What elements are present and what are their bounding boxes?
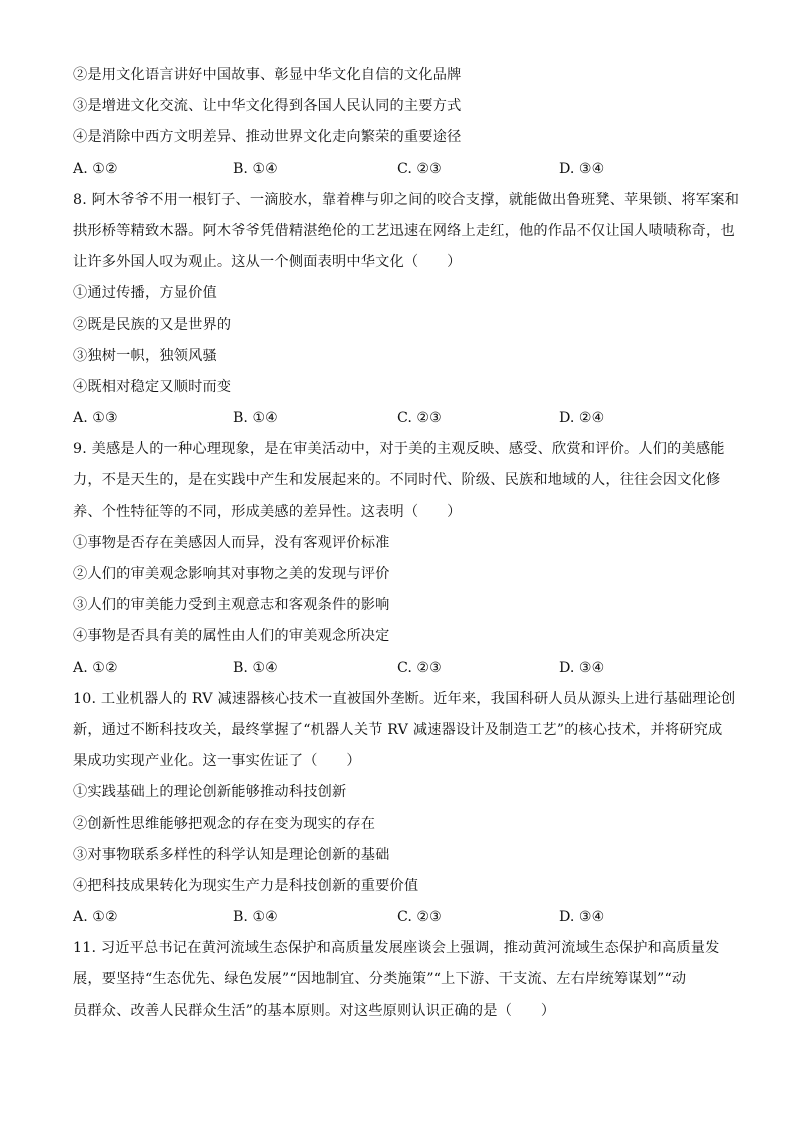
q10-stem-line-1: 10. 工业机器人的 RV 减速器核心技术一直被国外垄断。近年来，我国科研人员从源头上进行基础理论创 — [73, 690, 736, 707]
q10-item-4: ④把科技成果转化为现实生产力是科技创新的重要价值 — [73, 877, 419, 894]
q7-options — [73, 154, 723, 185]
q7-option-a: A. ①② — [73, 160, 118, 177]
q8-option-c: C. ②③ — [397, 410, 442, 427]
q9-options — [73, 653, 723, 684]
q7-option-c: C. ②③ — [397, 160, 442, 177]
question-7-tail — [73, 60, 723, 185]
q8-stem-line-2: 拱形桥等精致木器。阿木爷爷凭借精湛绝伦的工艺迅速在网络上走红，他的作品不仅让国人啧啧称奇，也 — [73, 222, 735, 239]
q10-options — [73, 902, 723, 933]
question-9 — [73, 434, 723, 684]
q10-stem-line-3: 果成功实现产业化。这一事实佐证了（ ） — [73, 753, 361, 770]
q8-item-3: ③独树一帜，独领风骚 — [73, 347, 217, 364]
q7-item-4: ④是消除中西方文明差异、推动世界文化走向繁荣的重要途径 — [73, 129, 462, 146]
q9-option-a: A. ①② — [73, 659, 118, 676]
q8-stem-line-1: 8. 阿木爷爷不用一根钉子、一滴胶水，靠着榫与卯之间的咬合支撑，就能做出鲁班凳、苹果锁、将军案和 — [73, 191, 740, 208]
q8-option-b: B. ①④ — [233, 410, 278, 427]
q10-item-3: ③对事物联系多样性的科学认知是理论创新的基础 — [73, 846, 390, 863]
q9-stem-line-3: 养、个性特征等的不同，形成美感的差异性。这表明（ ） — [73, 503, 462, 520]
q10-option-c: C. ②③ — [397, 909, 442, 926]
q11-stem-line-1: 11. 习近平总书记在黄河流域生态保护和高质量发展座谈会上强调，推动黄河流域生态保护和高质量发 — [73, 940, 720, 957]
q11-stem-line-3: 员群众、改善人民群众生活”的基本原则。对这些原则认识正确的是（ ） — [73, 1002, 556, 1019]
q9-option-d: D. ③④ — [559, 659, 605, 676]
q9-item-2: ②人们的审美观念影响其对事物之美的发现与评价 — [73, 566, 390, 582]
q8-option-a: A. ①③ — [73, 410, 118, 427]
q9-option-c: C. ②③ — [397, 659, 442, 676]
q10-item-1: ①实践基础上的理论创新能够推动科技创新 — [73, 784, 347, 801]
q8-option-d: D. ②④ — [559, 410, 605, 427]
q9-item-3: ③人们的审美能力受到主观意志和客观条件的影响 — [73, 597, 390, 614]
q10-option-d: D. ③④ — [559, 909, 605, 926]
q10-option-b: B. ①④ — [233, 909, 278, 926]
q9-item-4: ④事物是否具有美的属性由人们的审美观念所决定 — [73, 628, 390, 645]
q10-option-a: A. ①② — [73, 909, 118, 926]
q7-option-b: B. ①④ — [233, 160, 278, 177]
q8-item-2: ②既是民族的又是世界的 — [73, 316, 232, 333]
q10-item-2: ②创新性思维能够把观念的存在变为现实的存在 — [73, 815, 376, 832]
q7-option-d: D. ③④ — [559, 160, 605, 177]
exam-page — [73, 60, 740, 1027]
q8-stem-line-3: 让许多外国人叹为观止。这从一个侧面表明中华文化（ ） — [73, 254, 462, 271]
q11-stem-line-2: 展，要坚持“生态优先、绿色发展”“因地制宜、分类施策”“上下游、干支流、左右岸统筹谋划”“动 — [73, 971, 687, 988]
q9-option-b: B. ①④ — [233, 659, 278, 676]
question-10 — [73, 684, 736, 934]
q9-item-1: ①事物是否存在美感因人而异，没有客观评价标准 — [73, 534, 390, 551]
q9-stem-line-1: 9. 美感是人的一种心理现象，是在审美活动中，对于美的主观反映、感受、欣赏和评价。人们的美感能 — [73, 441, 725, 458]
q8-options — [73, 403, 723, 434]
q10-stem-line-2: 新，通过不断科技攻关，最终掌握了“机器人关节 RV 减速器设计及制造工艺”的核心技术，并将研究成 — [73, 721, 723, 738]
q7-item-3: ③是增进文化交流、让中华文化得到各国人民认同的主要方式 — [73, 98, 462, 115]
q8-item-4: ④既相对稳定又顺时而变 — [73, 378, 232, 395]
question-8 — [73, 185, 740, 435]
q7-item-2: ②是用文化语言讲好中国故事、彰显中华文化自信的文化品牌 — [73, 67, 462, 83]
q8-item-1: ①通过传播，方显价值 — [73, 285, 217, 302]
question-11 — [73, 933, 723, 1027]
q9-stem-line-2: 力，不是天生的，是在实践中产生和发展起来的。不同时代、阶级、民族和地域的人，往往会因文化修 — [73, 472, 721, 489]
